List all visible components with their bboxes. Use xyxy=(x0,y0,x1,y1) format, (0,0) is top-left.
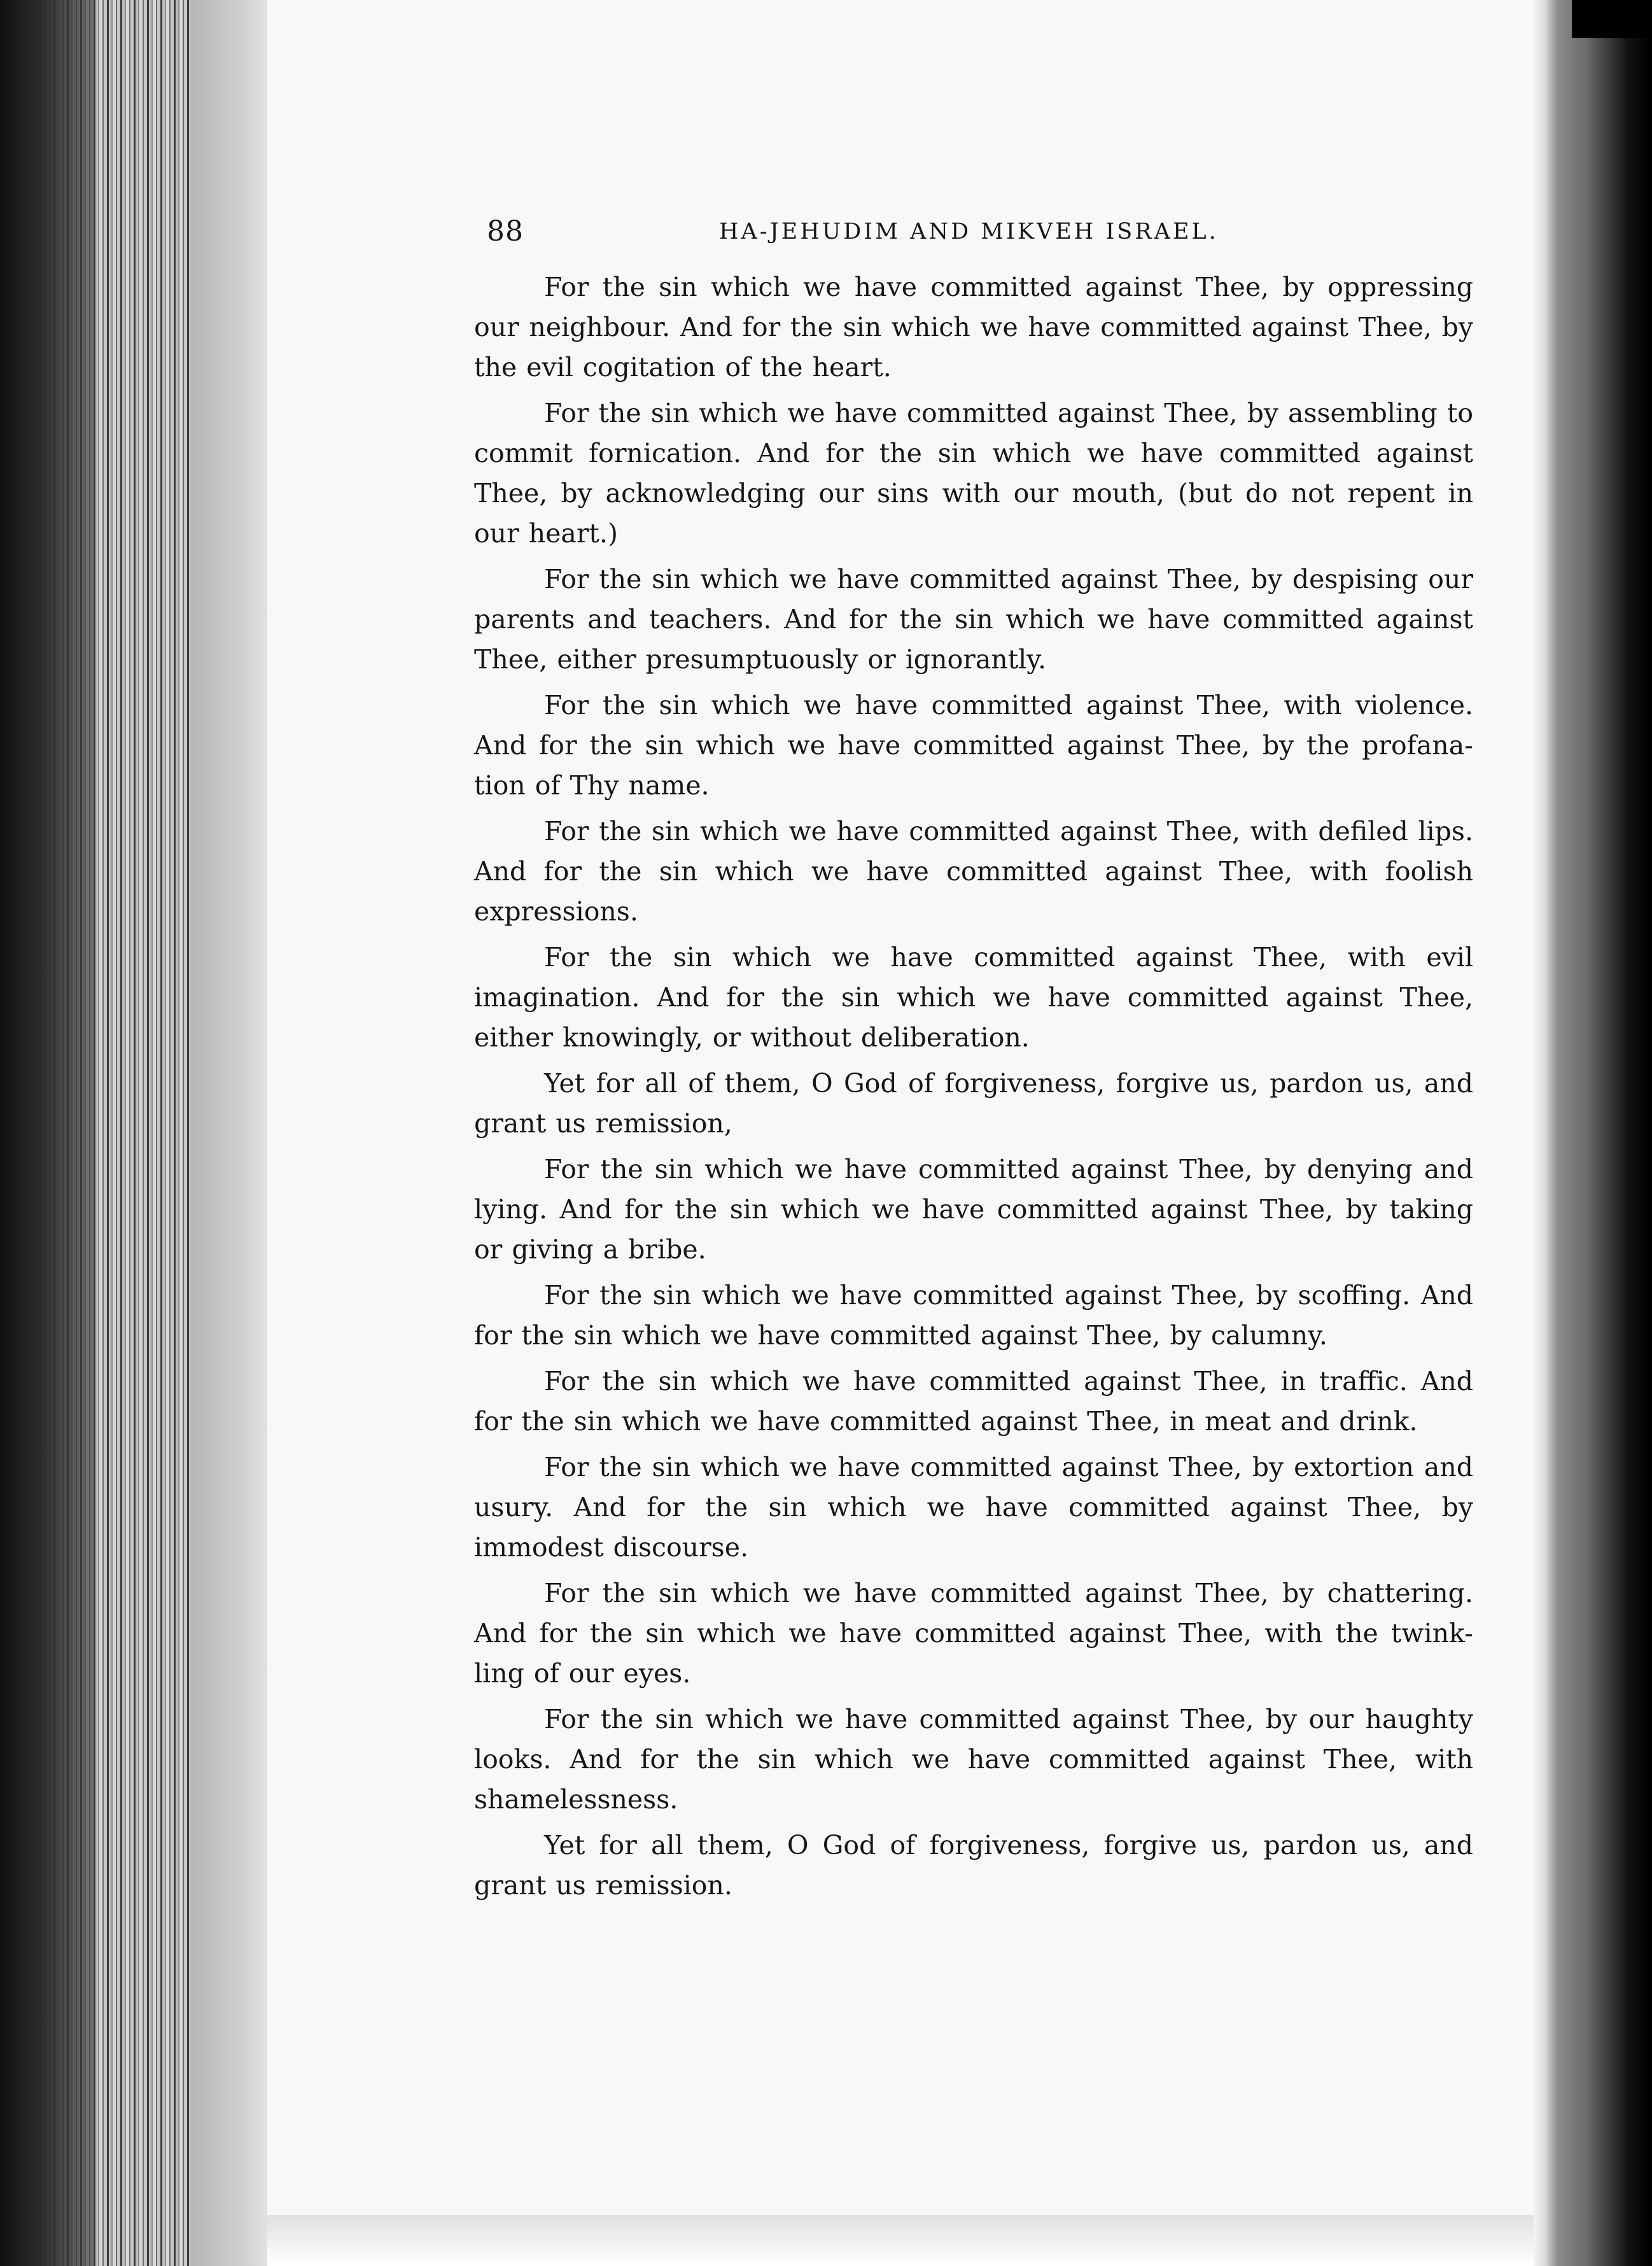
page-edge-shadow xyxy=(191,0,274,2266)
text-block xyxy=(474,210,1473,1906)
running-head-title: HA-JEHUDIM AND MIKVEH ISRAEL. xyxy=(719,219,1219,244)
paragraph: For the sin which we have committed against Thee, by extortion and usury. And for the sin which we have committed against Thee, by immodest discourse. xyxy=(474,1452,1473,1563)
running-head xyxy=(474,210,1473,267)
paragraph: For the sin which we have committed against Thee, in traffic. And for the sin which we have committed against Thee, in meat and drink. xyxy=(474,1366,1473,1437)
page-bottom-margin xyxy=(267,2215,1565,2266)
paragraph: For the sin which we have committed against Thee, with defiled lips. And for the sin which we have committed against Thee, with foolish expressions. xyxy=(474,816,1473,927)
scan-border xyxy=(1572,0,1652,38)
paragraph: Yet for all of them, O God of forgiveness, forgive us, pardon us, and grant us remission, xyxy=(474,1068,1473,1139)
paragraph: For the sin which we have committed against Thee, by oppressing our neighbour. And for the sin which we have committed against Thee, by the evil cogitation of the heart. xyxy=(474,272,1473,383)
paragraph: For the sin which we have committed against Thee, by assembling to commit fornication. And for the sin which we have committed against Thee, by acknowledging our sins with our mouth, (but do not repent in our heart.) xyxy=(474,398,1473,549)
paragraph: For the sin which we have committed against Thee, by despising our parents and teachers. And for the sin which we have committed against Thee, either presumptuously or ignorantly. xyxy=(474,564,1473,675)
paragraph: For the sin which we have committed against Thee, by our haughty looks. And for the sin which we have committed against Thee, with shamelessness. xyxy=(474,1704,1473,1815)
paragraph: For the sin which we have committed against Thee, by chattering. And for the sin which we have committed against Thee, with the twink-ling of our eyes. xyxy=(474,1578,1473,1689)
paragraph: For the sin which we have committed against Thee, with evil imagination. And for the sin which we have committed against Thee, either knowingly, or without deliberation. xyxy=(474,942,1473,1053)
paragraph: For the sin which we have committed against Thee, with violence. And for the sin which we have committed against Thee, by the profana-tion of Thy name. xyxy=(474,690,1473,801)
paragraph: For the sin which we have committed against Thee, by scoffing. And for the sin which we have committed against Thee, by calumny. xyxy=(474,1280,1473,1351)
page-number: 88 xyxy=(487,215,524,248)
paragraph: For the sin which we have committed against Thee, by denying and lying. And for the sin which we have committed against Thee, by taking or giving a bribe. xyxy=(474,1154,1473,1265)
book-gutter xyxy=(1534,0,1652,2266)
paragraph: Yet for all them, O God of forgiveness, forgive us, pardon us, and grant us remission. xyxy=(474,1830,1473,1901)
